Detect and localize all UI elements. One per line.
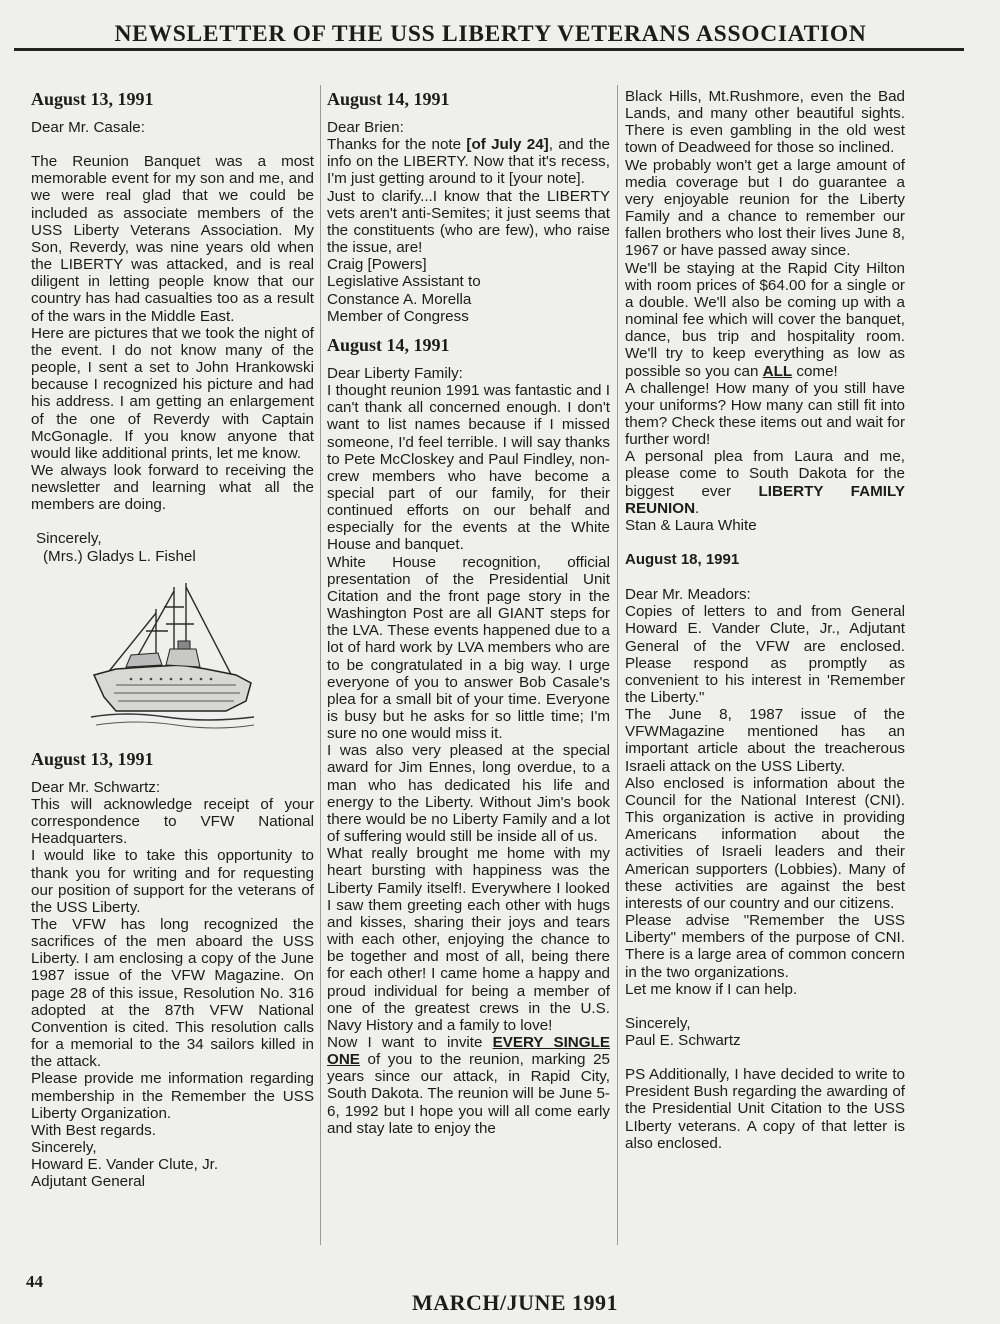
letter-paragraph: Here are pictures that we took the night of the event. I do not know many of the people, I sent a set to John Hrankowski because I recognized his picture and had his address. I am getting an enlargement of the one of Reverdy with Captain McGonagle. If you know anyone that would like additional prints, let me know. [31,324,314,462]
newsletter-title: NEWSLETTER OF THE USS LIBERTY VETERANS ASSOCIATION [114,21,867,47]
column-middle [327,88,610,1258]
issue-date: MARCH/JUNE 1991 [411,1290,619,1315]
column-left [31,88,314,1258]
letter-paragraph: Just to clarify...I know that the LIBERTY vets aren't anti-Semites; it just seems that the constituents (who are few), who raise the issue, are! [327,187,610,257]
letter-paragraph: With Best regards. [31,1121,156,1139]
letter-signature: Craig [Powers] [327,256,427,274]
letter-closing: Sincerely, [625,1014,691,1032]
ship-drawing [86,579,256,734]
letter-paragraph: This will acknowledge receipt of your correspondence to VFW National Headquarters. [31,795,314,848]
letter-paragraph: I thought reunion 1991 was fantastic and I can't thank all concerned enough. I don't want to list names because if I missed someone, I'd feel terrible. I will say thanks to Pete McCloskey and Paul Findley, non-crew members who have become a special part of our family, for their continued efforts on our behalf and especially for the events at the White House and banquet. [327,382,610,554]
letter-signature: Stan & Laura White [625,516,757,534]
letter-paragraph: What really brought me home with my heart bursting with happiness was the Liberty Family itself!. Everywhere I looked I saw them greeting each other with hugs and kisses, sharing their joys and tears with each other, enjoying the chance to be together and most of all, being there for each other! I came home a happy and proud individual for being a member of one of the greatest crews in the U.S. Navy History and a family to love! [327,845,610,1034]
letter-paragraph: Please provide me information regarding membership in the Remember the USS Liberty Organization. [31,1070,314,1122]
letter-paragraph: The June 8, 1987 issue of the VFWMagazine mentioned has an important article about the treacherous Israeli attack on the USS Liberty. [625,706,905,775]
letter-salutation: Dear Mr. Casale: [31,119,145,136]
column-right [625,88,905,1258]
letter-salutation: Dear Mr. Schwartz: [31,778,161,796]
letter-paragraph: Let me know if I can help. [625,980,798,998]
letter-paragraph: The VFW has long recognized the sacrifices of the men aboard the USS Liberty. I am enclosing a copy of the June 1987 issue of the VFW Magazine. On page 28 of this issue, Resolution No. 316 adopted at the 87th VFW National Convention is cited. This resolution calls for a memorial to the 34 sailors killed in the attack. [31,916,314,1071]
letter-signer-title: Member of Congress [327,307,469,325]
letter-paragraph: Please advise "Remember the USS Liberty" members of the purpose of CNI. There is a large area of common concern in the two organizations. [625,912,905,981]
letter-paragraph: Also enclosed is information about the Council for the National Interest (CNI). This organization is active in providing Americans information about the activities of Israeli leaders and their American supporters (Lobbies). Many of these activities are against the best interests of our country and our citizens. [625,774,905,912]
letter-paragraph: Black Hills, Mt.Rushmore, even the Bad Lands, and many other beautiful sights. There is even gambling in the old west town of Deadweed for those so inclined. [625,88,905,157]
letter-salutation: Dear Liberty Family: [327,364,463,382]
letter-paragraph: We probably won't get a large amount of media coverage but I do guarantee a very enjoyable reunion for the Liberty Family and a chance to remember our fallen brothers who lost their lives June 8, 1967 or have passed away since. [625,156,905,260]
letter-paragraph: We'll be staying at the Rapid City Hilton with room prices of $64.00 for a single or a double. We'll also be coming up with a nominal fee which will cover the banquet, dance, bus trip and hospitality room. We'll try to keep everything as low as possible so you can ALL come! [625,259,905,380]
letter-date: August 14, 1991 [327,89,450,109]
letter-postscript: PS Additionally, I have decided to write to President Bush regarding the awarding of the Presidential Unit Citation to the USS LIberty veterans. A copy of that letter is also enclosed. [625,1066,905,1152]
letter-salutation: Dear Mr. Meadors: [625,586,751,604]
letter-closing: Sincerely, [36,530,102,548]
letter-paragraph: White House recognition, official presentation of the Presidential Unit Citation and the front page story in the Washington Post are all GIANT steps for the LVA. These events happened due to a lot of hard work by LVA members who are to be congratulated in a big way. I urge everyone of you to answer Bob Casale's plea for a small bit of your time. Everyone is busy but he asks for so little time; I'm sure no one would miss it. [327,553,610,743]
letter-closing: Sincerely, [31,1139,97,1157]
letter-paragraph: A personal plea from Laura and me, please come to South Dakota for the biggest ever LIBERTY FAMILY REUNION. [625,448,905,517]
masthead-rule [14,48,964,51]
letter-paragraph: The Reunion Banquet was a most memorable event for my son and me, and we were real glad that we could be included as associate members of the USS Liberty Veterans Association. My Son, Reverdy, was nine years old when the LIBERTY was attacked, and is real diligent in letting people know that our country has had casualties too as a result of the wars in the Middle East. [31,153,314,325]
letter-date: August 18, 1991 [625,551,740,569]
letter-paragraph: We always look forward to receiving the newsletter and learning what all the members are doing. [31,461,314,514]
letter-paragraph: I would like to take this opportunity to thank you for writing and for requesting our position of support for the veterans of the USS Liberty. [31,847,314,916]
ship-illustration [86,579,256,734]
letter-signature: (Mrs.) Gladys L. Fishel [43,547,196,565]
letter-paragraph: Thanks for the note [of July 24], and the info on the LIBERTY. Now that it's recess, I'm just getting around to it [your note]. [327,136,610,188]
letter-date: August 13, 1991 [31,748,154,769]
column-divider [320,85,321,1245]
letter-paragraph: Now I want to invite EVERY SINGLE ONE of you to the reunion, marking 25 years since our attack, in Rapid City, South Dakota. The reunion will be June 5-6, 1992 but I hope you will all come early and stay late to enjoy the [327,1033,610,1137]
letter-date: August 14, 1991 [327,334,450,355]
letter-signature: Paul E. Schwartz [625,1031,741,1049]
letter-paragraph: Copies of letters to and from General Howard E. Vander Clute, Jr., Adjutant General of the VFW are enclosed. Please respond as promptly as convenient to his interest in 'Remember the Liberty." [625,603,905,706]
column-divider [617,85,618,1245]
page-number: 44 [26,1272,43,1291]
masthead [0,0,1000,54]
letter-paragraph: I was also very pleased at the special award for Jim Ennes, long overdue, to a man who has dedicated his life and energy to the Liberty. Without Jim's book there would be no Liberty Family and a lot of suffering would still be inside all of us. [327,742,610,846]
letter-date: August 13, 1991 [31,89,154,109]
letter-signer-title: Constance A. Morella [327,290,472,308]
letter-signature: Howard E. Vander Clute, Jr. [31,1156,219,1174]
letter-paragraph: A challenge! How many of you still have your uniforms? How many can still fit into them? Check these items out and wait for further word! [625,379,905,449]
letter-signer-title: Legislative Assistant to [327,273,481,291]
letter-signer-title: Adjutant General [31,1173,145,1191]
letter-salutation: Dear Brien: [327,119,404,136]
